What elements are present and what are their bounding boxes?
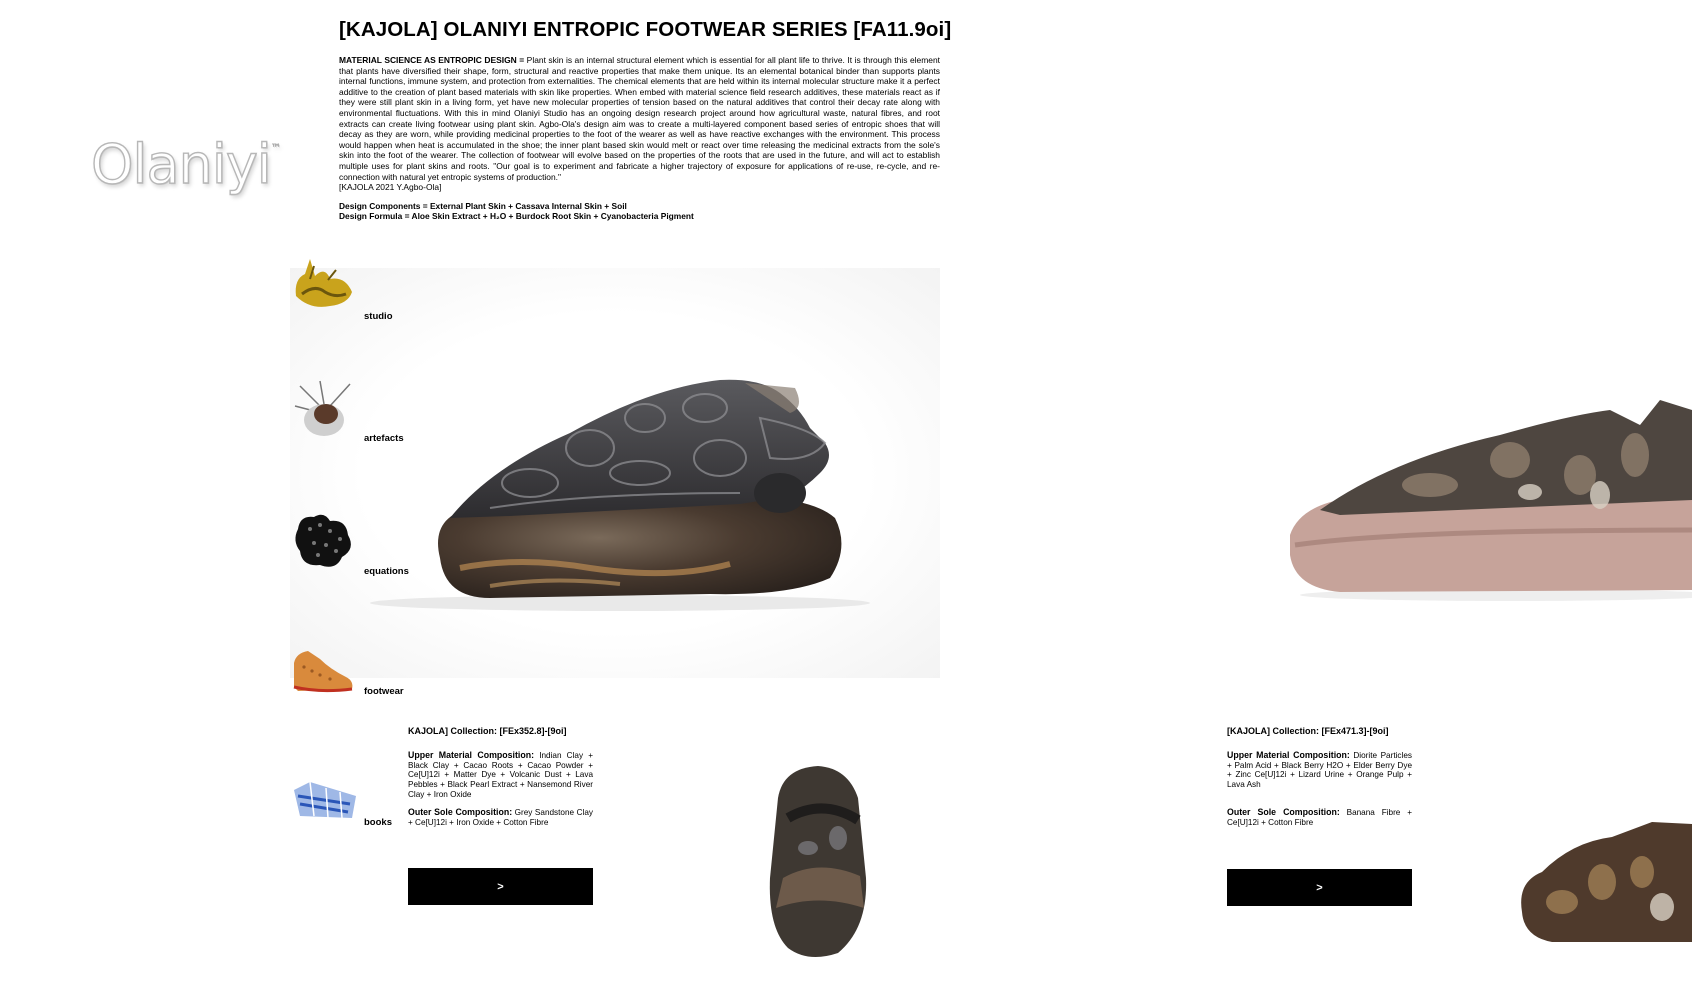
- shoe-fex471-side-image: [1280, 380, 1692, 620]
- gold-sculpture-icon: [290, 254, 360, 324]
- blue-books-icon: [290, 760, 360, 830]
- nav-label-equations: equations: [364, 566, 409, 577]
- shoe-fex352-side-image: [290, 268, 940, 678]
- olaniyi-logo[interactable]: [91, 133, 280, 196]
- intro-paragraph: [339, 55, 940, 193]
- formula-line: Design Formula = Aloe Skin Extract + H₂O + Burdock Root Skin + Cyanobacteria Pigment: [339, 211, 694, 222]
- design-components: [339, 201, 694, 222]
- product-title: KAJOLA] Collection: [FEx352.8]-[9oi]: [408, 726, 567, 736]
- nav-label-footwear: footwear: [364, 686, 404, 697]
- sole-label: Outer Sole Composition:: [1227, 806, 1340, 817]
- upper-value: Indian Clay + Black Clay + Cacao Roots + Cacao Powder + Ce[U]12i + Matter Dye + Volcanic Dust + Lava Pebbles + Black Pearl Extract + Nansemond River Clay + Iron Oxide: [408, 750, 594, 799]
- hero-shoe-right-panel: [1280, 380, 1692, 620]
- feather-artefact-icon: [290, 376, 360, 446]
- upper-label: Upper Material Composition:: [1227, 749, 1350, 760]
- nav-item-footwear[interactable]: [290, 629, 404, 699]
- hero-shoe-left-panel: [290, 268, 940, 678]
- nav-item-books[interactable]: [290, 760, 392, 830]
- outer-sole-composition: [1227, 808, 1412, 828]
- upper-material-composition: [1227, 751, 1412, 790]
- black-beads-icon: [290, 509, 360, 579]
- logo-text: Olaniyi: [91, 133, 271, 196]
- product-card-fex471: [1227, 727, 1412, 836]
- intro-lead: MATERIAL SCIENCE AS ENTROPIC DESIGN =: [339, 55, 525, 65]
- nav-item-artefacts[interactable]: [290, 376, 404, 446]
- shoe-fex352-front-image: [748, 758, 888, 963]
- nav-item-studio[interactable]: [290, 254, 393, 324]
- nav-item-equations[interactable]: [290, 509, 409, 579]
- upper-value: Diorite Particles + Palm Acid + Black Berry H2O + Elder Berry Dye + Zinc Ce[U]12i + Lizard Urine + Orange Pulp + Lava Ash: [1227, 750, 1412, 790]
- view-product-button[interactable]: >: [408, 868, 593, 905]
- trademark-mark: ™: [270, 143, 280, 154]
- nav-label-studio: studio: [364, 311, 393, 322]
- components-line: Design Components = External Plant Skin + Cassava Internal Skin + Soil: [339, 201, 627, 211]
- orange-shoe-icon: [290, 629, 360, 699]
- page-title: [KAJOLA] OLANIYI ENTROPIC FOOTWEAR SERIES [FA11.9oi]: [339, 18, 952, 41]
- nav-label-artefacts: artefacts: [364, 433, 404, 444]
- nav-label-books: books: [364, 817, 392, 828]
- sole-label: Outer Sole Composition:: [408, 806, 513, 817]
- sole-value: Banana Fibre + Ce[U]12i + Cotton Fibre: [1227, 807, 1412, 827]
- sole-value: Grey Sandstone Clay + Ce[U]12i + Iron Oxide + Cotton Fibre: [408, 807, 593, 827]
- shoe-fex471-angle-image: [1512, 812, 1692, 952]
- intro-signature: [KAJOLA 2021 Y.Agbo-Ola]: [339, 182, 442, 193]
- outer-sole-composition: [408, 808, 593, 828]
- upper-label: Upper Material Composition:: [408, 749, 535, 760]
- product-title: [KAJOLA] Collection: [FEx471.3]-[9oi]: [1227, 726, 1389, 736]
- intro-body: Plant skin is an internal structural element which is essential for all plant life to thrive. It is through this element that plants have diversified their shape, form, structural and reactive properties that make them unique. Its an elemental botanical binder than supports plants internal functions, immune system, and protection from externalities. The chemical elements that are held within its internal molecular structure make it a perfect additive to the creation of plant based materials with skin like properties. When embed with material science field research additives, these materials react as if they were still plant skin in a living form, yet have new molecular properties of tension based on the natural additives that control their decay rate along with environmental fluctuations. With this in mind Olaniyi Studio has an ongoing design research project around how agricultural waste, natural fibres, and root extracts can create living footwear using plant skin. Agbo-Ola's design aim was to create a multi-layered component based series of entropic shoes that will decay as they are worn, while providing medicinal properties to the foot of the wearer as well as have reactive exchanges with the environment. This process would happen when heat is accumulated in the shoe; the inner plant based skin would melt or react over time releasing the medicinal extracts from the sole's skin into the foot of the wearer. The collection of footwear will evolve based on the properties of the roots that are used in the future, and will act to establish multiple uses for plant skins and roots. "Our goal is to experiment and fabricate a higher trajectory of exposure for applications of re-use, re-cycle, and re-connection with natural yet entropic systems of production.": [339, 55, 940, 182]
- upper-material-composition: [408, 751, 593, 800]
- product-card-fex352: [408, 727, 593, 835]
- view-product-button[interactable]: >: [1227, 869, 1412, 906]
